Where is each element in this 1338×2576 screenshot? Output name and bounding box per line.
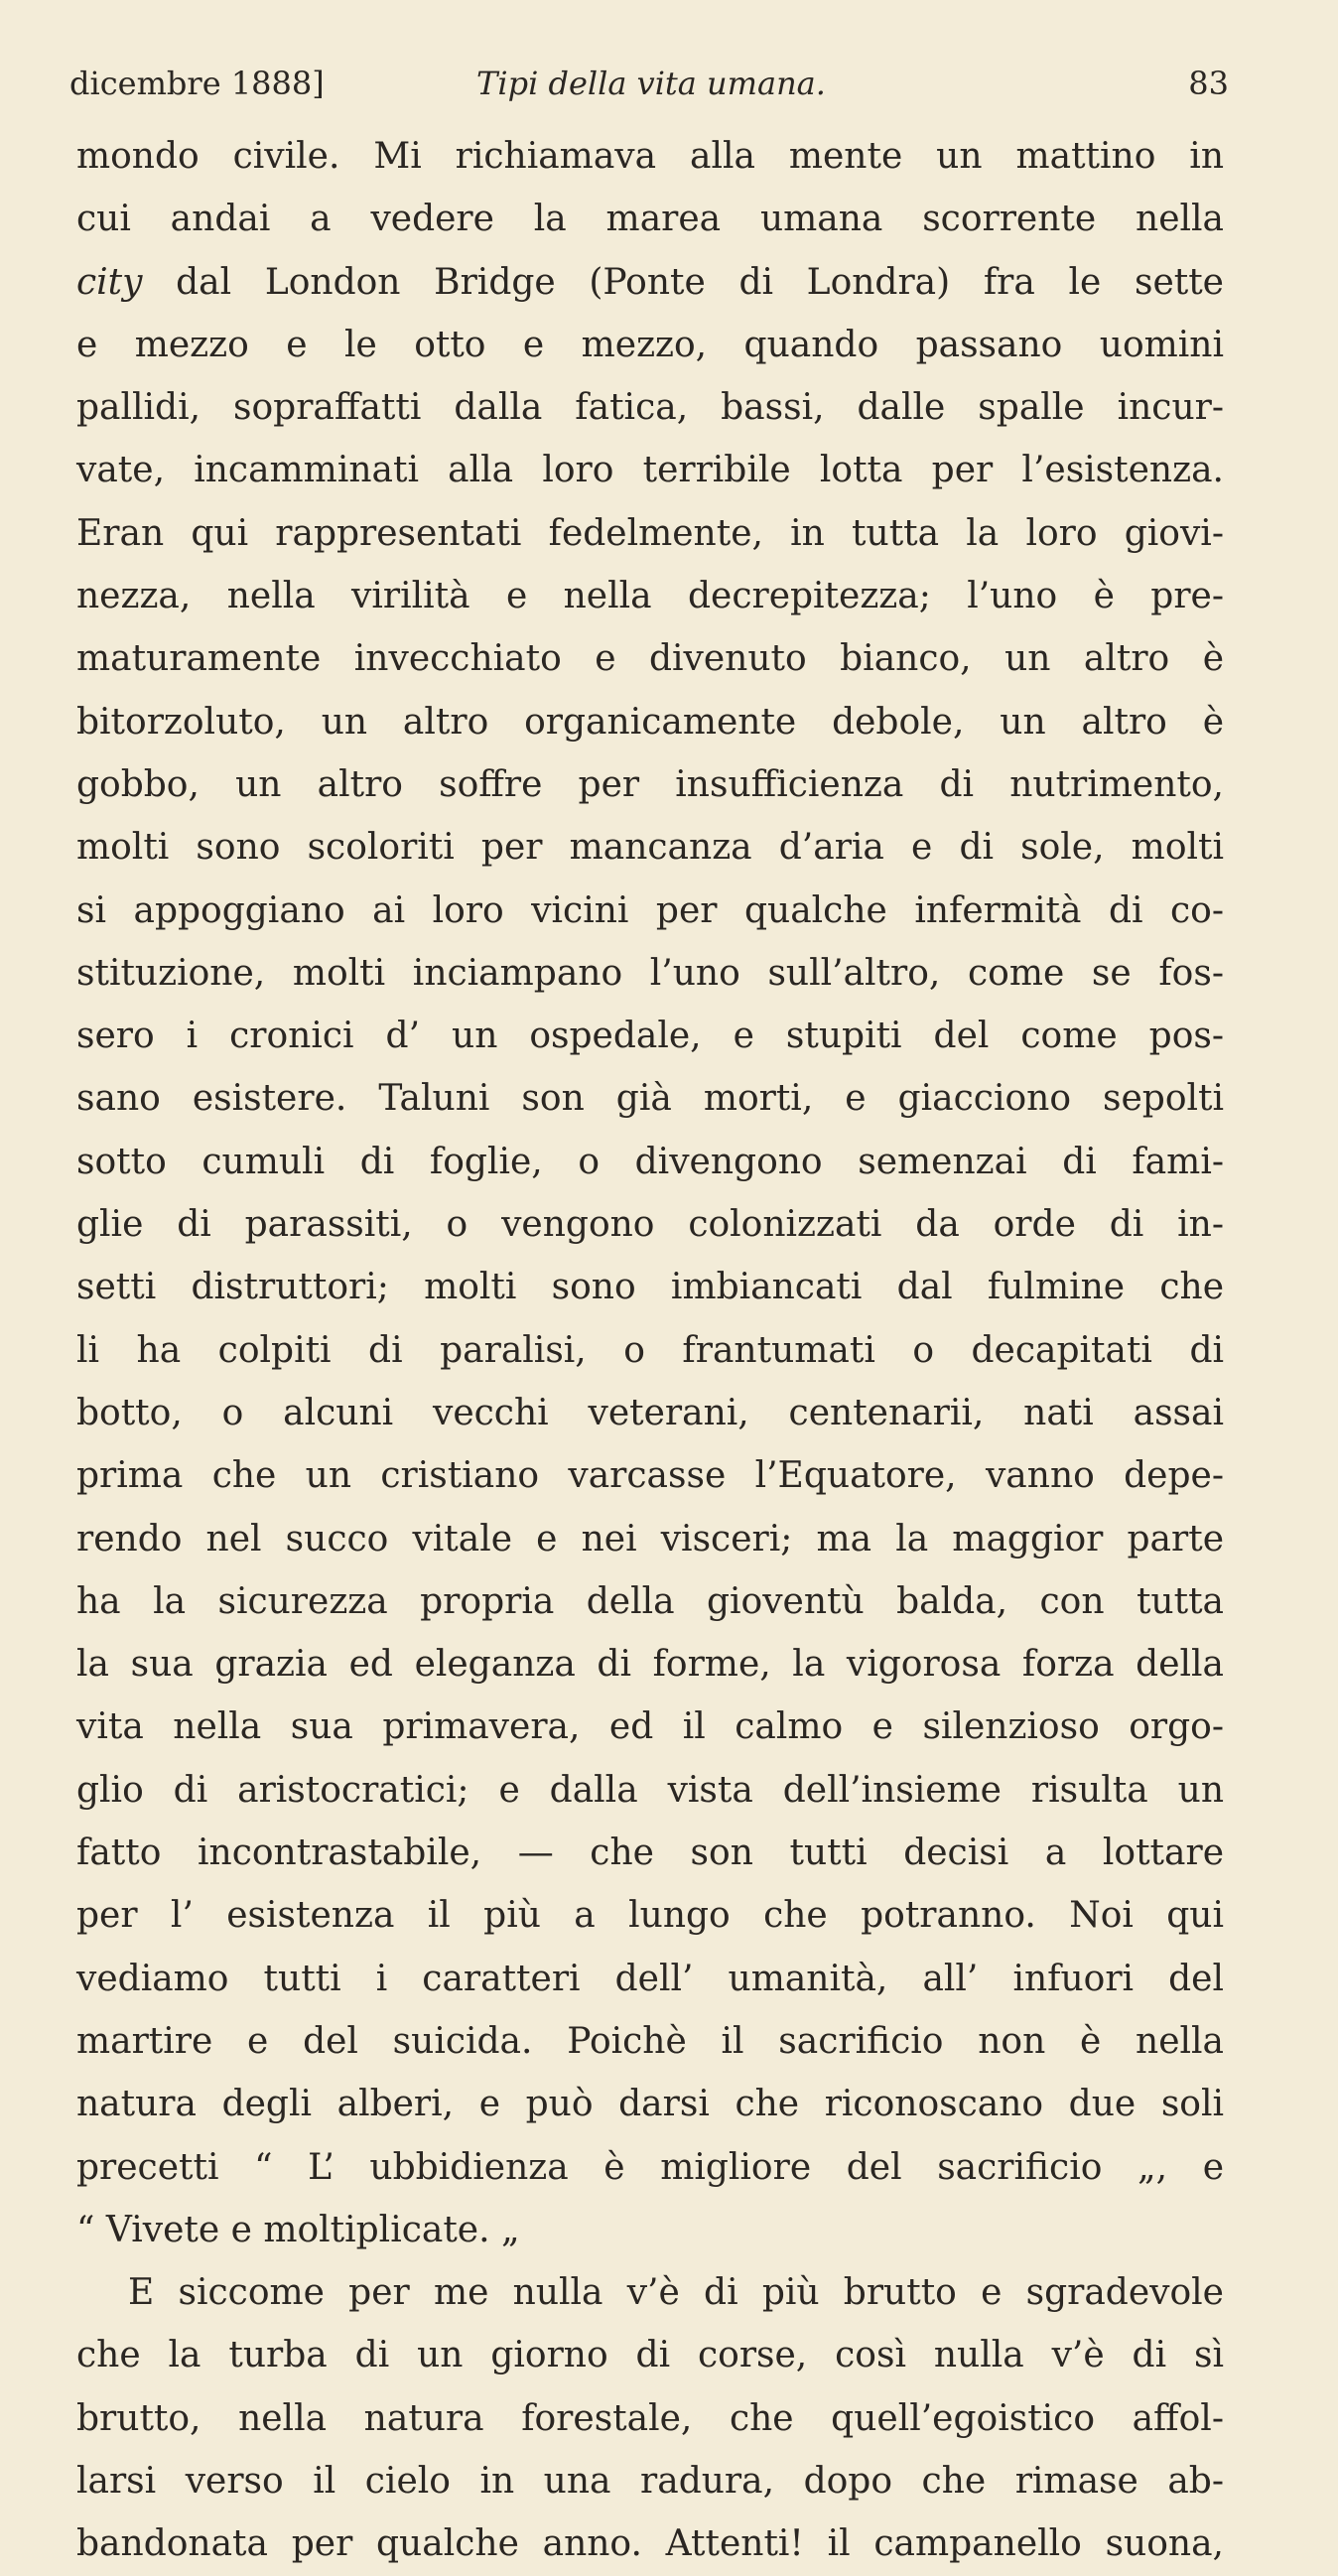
text-line — [76, 251, 1224, 314]
text-line: rendo nel succo vitale e nei visceri; ma la maggior parte — [76, 1518, 1224, 1559]
text-line: vita nella sua primavera, ed il calmo e silenzioso orgo- — [76, 1706, 1224, 1748]
text-line: prima che un cristiano varcasse l’Equatore, vanno depe- — [76, 1455, 1224, 1497]
body-text — [76, 125, 1224, 2576]
text-line: sano esistere. Taluni son già morti, e giacciono sepolti — [76, 1078, 1224, 1120]
text-line: bandonata per qualche anno. Attenti! il campanello suona, — [76, 2523, 1224, 2565]
text-line: sero i cronici d’ un ospedale, e stupiti del come pos- — [76, 1016, 1224, 1057]
text-line: natura degli alberi, e può darsi che riconoscano due soli — [76, 2084, 1224, 2125]
text-line: brutto, nella natura forestale, che quell’egoistico affol- — [76, 2397, 1224, 2439]
text-line: e mezzo e le otto e mezzo, quando passano uomini — [76, 324, 1224, 365]
text-line: la sua grazia ed eleganza di forme, la vigorosa forza della — [76, 1644, 1224, 1686]
text-line: bitorzoluto, un altro organicamente debole, un altro è — [76, 701, 1224, 743]
text-line: “ Vivete e moltiplicate. „ — [76, 2209, 520, 2250]
text-line: li ha colpiti di paralisi, o frantumati o decapitati di — [76, 1329, 1224, 1371]
text-line: cui andai a vedere la marea umana scorrente nella — [76, 199, 1224, 240]
text-line: si appoggiano ai loro vicini per qualche infermità di co- — [76, 889, 1224, 931]
text-line: glie di parassiti, o vengono colonizzati da orde di in- — [76, 1204, 1224, 1246]
text-line: stituzione, molti inciampano l’uno sull’altro, come se fos- — [76, 952, 1224, 994]
text-line: precetti “ L’ ubbidienza è migliore del sacrificio „, e — [76, 2146, 1224, 2188]
text-line: pallidi, sopraffatti dalla fatica, bassi, dalle spalle incur- — [76, 387, 1224, 429]
text-line: gobbo, un altro soffre per insufficienza di nutrimento, — [76, 763, 1224, 805]
text-line: martire e del suicida. Poichè il sacrificio non è nella — [76, 2020, 1224, 2062]
italic-word: city — [76, 261, 143, 303]
text-line: setti distruttori; molti sono imbiancati dal fulmine che — [76, 1267, 1224, 1308]
text-line: per l’ esistenza il più a lungo che potranno. Noi qui — [76, 1895, 1224, 1937]
text-line: Eran qui rappresentati fedelmente, in tutta la loro giovi- — [76, 512, 1224, 554]
header-date: dicembre 1888] — [69, 65, 325, 102]
text-line: molti sono scoloriti per mancanza d’aria e di sole, molti — [76, 827, 1224, 869]
text-line: glio di aristocratici; e dalla vista dell’insieme risulta un — [76, 1769, 1224, 1811]
text-line-rest: dal London Bridge (Ponte di Londra) fra le sette — [142, 261, 1224, 303]
text-line: botto, o alcuni vecchi veterani, centenarii, nati assai — [76, 1392, 1224, 1433]
page-number: 83 — [1188, 65, 1229, 102]
text-line: mondo civile. Mi richiamava alla mente un mattino in — [76, 136, 1224, 177]
text-line: nezza, nella virilità e nella decrepitezza; l’uno è pre- — [76, 576, 1224, 617]
text-line: larsi verso il cielo in una radura, dopo che rimase ab- — [76, 2460, 1224, 2502]
running-header — [69, 60, 1229, 107]
text-line: ha la sicurezza propria della gioventù balda, con tutta — [76, 1580, 1224, 1622]
header-title: Tipi della vita umana. — [476, 65, 826, 102]
text-line: vate, incamminati alla loro terribile lotta per l’esistenza. — [76, 450, 1224, 491]
text-line: che la turba di un giorno di corse, così nulla v’è di sì — [76, 2335, 1224, 2376]
text-line: vediamo tutti i caratteri dell’ umanità, all’ infuori del — [76, 1958, 1224, 1999]
text-line: maturamente invecchiato e divenuto bianco, un altro è — [76, 638, 1224, 680]
text-line: E siccome per me nulla v’è di più brutto e sgradevole — [128, 2272, 1224, 2314]
text-line: sotto cumuli di foglie, o divengono semenzai di fami- — [76, 1141, 1224, 1182]
text-line: fatto incontrastabile, — che son tutti decisi a lottare — [76, 1832, 1224, 1874]
